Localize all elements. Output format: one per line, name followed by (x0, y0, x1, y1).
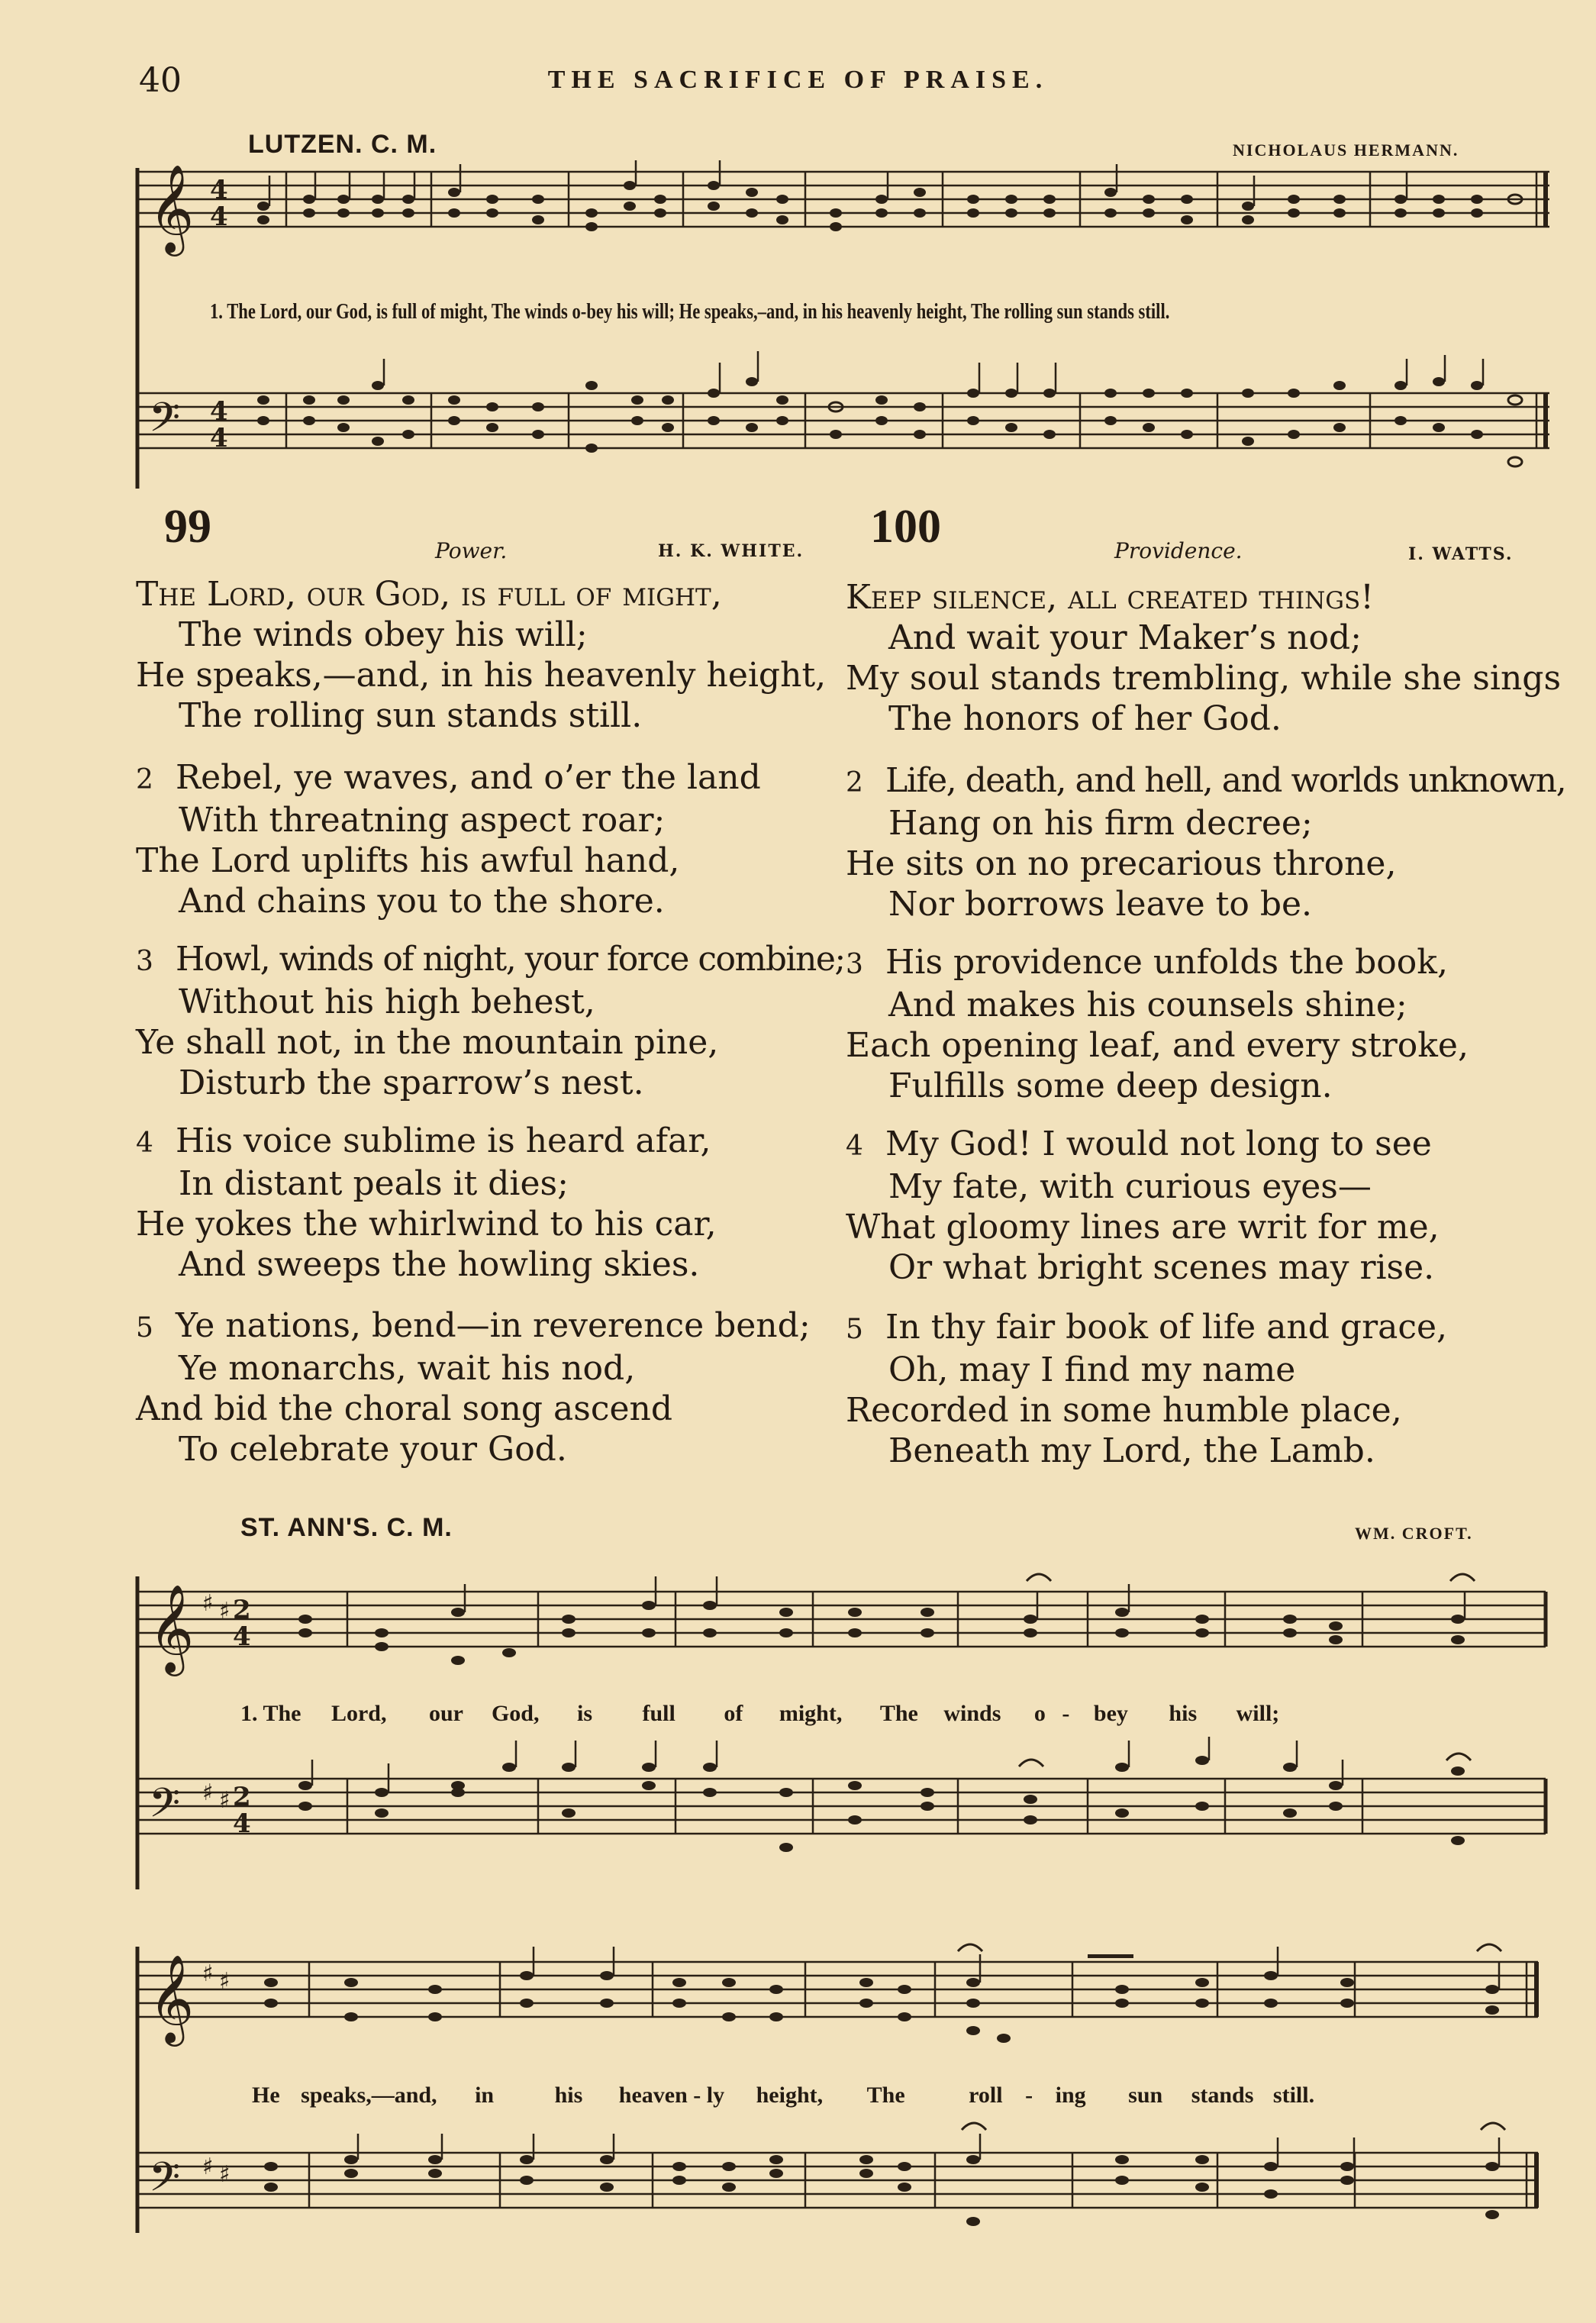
hymn-100-stanza-4: 4 My God! I would not long to see My fate, with curious eyes— What gloomy lines are writ for me, Or what bright scenes may rise. (846, 1124, 1440, 1287)
svg-text:𝄢: 𝄢 (149, 2154, 181, 2211)
svg-text:4: 4 (210, 202, 228, 232)
svg-text:♯: ♯ (219, 2161, 231, 2188)
hymn-number-100: 100 (870, 501, 941, 553)
hymn-99-stanza-4: 4 His voice sublime is heard afar, In distant peals it dies; He yokes the whirlwind to his car, And sweeps the howling skies. (136, 1121, 717, 1284)
svg-text:♯: ♯ (202, 1779, 214, 1806)
running-title: THE SACRIFICE OF PRAISE. (547, 66, 1049, 94)
lutzen-treble-staff (134, 164, 1553, 286)
svg-text:4: 4 (210, 396, 228, 427)
hymn-100-author: I. WATTS. (1408, 544, 1514, 564)
page-number: 40 (139, 61, 182, 100)
hymn-100-stanza-3: 3 His providence unfolds the book, And makes his counsels shine; Each opening leaf, and every stroke, Fulfills some deep design. (846, 943, 1469, 1105)
hymn-99-stanza-3: 3 Howl, winds of night, your force combine; Without his high behest, Ye shall not, in the mountain pine, Disturb the sparrow’s nest. (136, 940, 845, 1102)
svg-text:𝄞: 𝄞 (149, 163, 195, 253)
hymn-100-stanza-2: 2 Life, death, and hell, and worlds unknown, Hang on his firm decree; He sits on no precarious throne, Nor borrows leave to be. (846, 761, 1566, 924)
svg-text:4: 4 (210, 423, 228, 453)
tune-name-st-anns: ST. ANN'S. C. M. (240, 1513, 453, 1542)
hymn-99-stanza-2: 2 Rebel, ye waves, and o’er the land With threatning aspect roar; The Lord uplifts his awful hand, And chains you to the shore. (136, 758, 761, 921)
svg-text:4: 4 (233, 1808, 251, 1839)
hymn-99-stanza-1: The Lord, our God, is full of might, The winds obey his will; He speaks,—and, in his heavenly height, The rolling sun stands still. (136, 575, 827, 735)
svg-text:♯: ♯ (202, 2154, 214, 2180)
hymn-99-stanza-5: 5 Ye nations, bend—in reverence bend; Ye monarchs, wait his nod, And bid the choral song ascend To celebrate your God. (136, 1306, 811, 1469)
svg-text:𝄢: 𝄢 (149, 1780, 181, 1837)
svg-text:♯: ♯ (202, 1960, 214, 1987)
lutzen-bass-staff (134, 386, 1553, 500)
st-anns-bass-staff-1 (134, 1771, 1553, 1886)
svg-text:♯: ♯ (219, 1598, 231, 1624)
hymn-99-author: H. K. WHITE. (658, 541, 804, 561)
svg-text:♯: ♯ (202, 1590, 214, 1617)
composer-lutzen: NICHOLAUS HERMANN. (1233, 140, 1459, 160)
hymn-number-99: 99 (164, 501, 211, 553)
hymn-100-stanza-5: 5 In thy fair book of life and grace, Oh, may I find my name Recorded in some humble place, Beneath my Lord, the Lamb. (846, 1308, 1448, 1470)
hymn-100-stanza-1: Keep silence, all created things! And wait your Maker’s nod; My soul stands trembling, while she sings The honors of her God. (846, 578, 1562, 738)
svg-text:4: 4 (233, 1621, 251, 1652)
svg-text:𝄢: 𝄢 (149, 395, 181, 451)
composer-st-anns: WM. CROFT. (1355, 1524, 1473, 1543)
lutzen-lyric-line: 1. The Lord, our God, is full of might, The winds o-bey his will; He speaks,–and, in his heavenly height, The rolling sun stands still. (210, 299, 1170, 324)
svg-text:2: 2 (233, 1595, 251, 1625)
svg-text:𝄞: 𝄞 (149, 1583, 195, 1673)
svg-text:♯: ♯ (219, 1968, 231, 1995)
st-anns-lyrics-line-1: 1. The Lord, our God, is full of might, The winds o - bey his will; (240, 1701, 1280, 1726)
svg-text:𝄞: 𝄞 (149, 1954, 195, 2043)
tune-name-lutzen: LUTZEN. C. M. (248, 130, 437, 159)
st-anns-lyrics-line-2: He speaks,—and, in his heaven - ly height, The roll - ing sun stands still. (252, 2083, 1315, 2108)
st-anns-treble-staff-2 (134, 1947, 1553, 2061)
st-anns-bass-staff-2 (134, 2145, 1553, 2260)
svg-text:♯: ♯ (219, 1787, 231, 1814)
svg-text:2: 2 (233, 1782, 251, 1812)
hymn-100-subject: Providence. (1114, 538, 1243, 563)
svg-text:4: 4 (210, 175, 228, 205)
st-anns-treble-staff-1 (134, 1576, 1553, 1691)
hymn-99-subject: Power. (435, 538, 508, 563)
